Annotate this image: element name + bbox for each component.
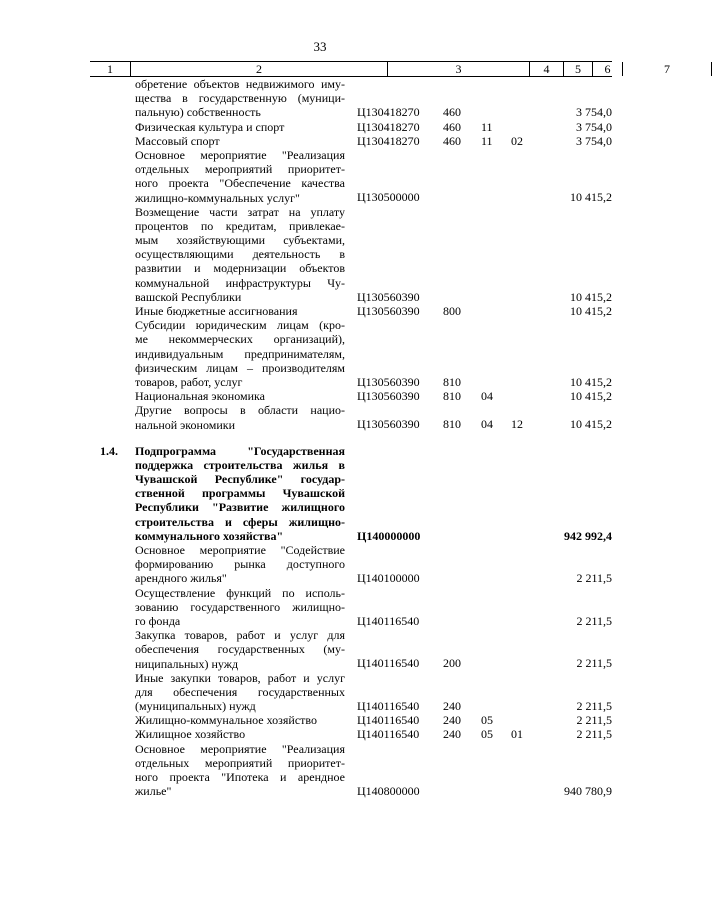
header-col-7: 7 (622, 62, 712, 76)
row-name-line: Жилищное хозяйство (135, 727, 246, 742)
row-name-line: поддержка строительства жилья в (135, 457, 345, 472)
row-code: Ц140116540 (357, 613, 420, 628)
table-row (0, 304, 640, 318)
row-name-line: ного проекта "Ипотека и арендное (135, 770, 345, 784)
row-code: Ц130418270 (357, 133, 420, 148)
row-name-line: обретение объектов недвижимого иму- (135, 77, 345, 91)
row-name (135, 742, 345, 799)
row-name-line: жилищно-коммунальных услуг" (135, 190, 300, 205)
row-name-line: Иные бюджетные ассигнования (135, 304, 298, 318)
row-sum: 2 211,5 (576, 713, 612, 728)
row-name-line: индивидуальным предпринимателям, (135, 346, 345, 361)
row-code: Ц130560390 (357, 417, 420, 432)
row-sum: 2 211,5 (576, 656, 612, 671)
row-expense-type: 240 (443, 727, 461, 742)
row-name-line: товаров, работ, услуг (135, 374, 243, 389)
row-name-line: Жилищно-коммунальное хозяйство (135, 713, 318, 728)
row-name-line: Осуществление функций по исполь- (135, 585, 345, 600)
row-name-line: процентов по кредитам, привлекае- (135, 218, 345, 233)
row-name (135, 444, 345, 543)
row-sum: 3 754,0 (576, 105, 612, 120)
row-name (135, 628, 345, 671)
page-number: 33 (313, 39, 327, 54)
row-subsection: 12 (511, 417, 523, 432)
row-name-line: мым хозяйствующими субъектами, (135, 233, 345, 248)
row-name (135, 403, 345, 431)
row-name-line: Физическая культура и спорт (135, 119, 285, 134)
row-name-line: арендного жилья" (135, 571, 227, 586)
row-name-line: коммунальной инфраструктуры Чу- (135, 275, 345, 290)
row-name-line: отдельных мероприятий приоритет- (135, 162, 345, 177)
row-name-line: нальной экономики (135, 417, 235, 432)
row-sum: 940 780,9 (564, 784, 612, 799)
row-number: 1.4. (100, 443, 118, 458)
row-name-line: пальную) собственность (135, 105, 261, 120)
row-code: Ц140800000 (357, 784, 420, 799)
row-name-line: ственной программы Чувашской (135, 486, 345, 501)
table-row (0, 148, 640, 205)
row-sum: 2 211,5 (576, 727, 612, 742)
row-code: Ц130418270 (357, 105, 420, 120)
row-name-line: для обеспечения государственных (135, 684, 345, 699)
table-row (0, 389, 640, 403)
row-code: Ц130560390 (357, 289, 420, 304)
row-name-line: Основное мероприятие "Реализация (135, 741, 345, 756)
row-sum: 10 415,2 (570, 190, 612, 205)
table-row (0, 120, 640, 134)
row-name-line: отдельных мероприятий приоритет- (135, 755, 345, 770)
row-sum: 2 211,5 (576, 613, 612, 628)
row-name-line: ме некоммерческих организаций), (135, 332, 345, 347)
header-col-4: 4 (529, 62, 563, 76)
row-expense-type: 800 (443, 303, 461, 318)
row-section: 11 (481, 119, 493, 134)
row-name-line: Другие вопросы в области нацио- (135, 403, 345, 418)
row-sum: 10 415,2 (570, 374, 612, 389)
row-name-line: Иные закупки товаров, работ и услуг (135, 670, 345, 685)
row-name-line: формированию рынка доступного (135, 557, 345, 572)
row-sum: 10 415,2 (570, 417, 612, 432)
row-code: Ц140116540 (357, 699, 420, 714)
table-row (0, 77, 640, 120)
table-row (0, 628, 640, 671)
row-name-line: вашской Республики (135, 289, 242, 304)
header-col-6: 6 (592, 62, 622, 76)
table-row (0, 543, 640, 586)
row-code: Ц130560390 (357, 374, 420, 389)
table-row (0, 586, 640, 629)
row-name (135, 713, 345, 727)
row-name (135, 148, 345, 205)
header-col-1: 1 (107, 62, 113, 76)
row-expense-type: 460 (443, 133, 461, 148)
row-name-line: жилье" (135, 784, 172, 799)
row-name-line: Национальная экономика (135, 389, 265, 404)
row-code: Ц140116540 (357, 727, 420, 742)
table-row (0, 742, 640, 799)
header-col-3: 3 (387, 62, 529, 76)
row-expense-type: 810 (443, 417, 461, 432)
row-expense-type: 460 (443, 105, 461, 120)
table-row (0, 671, 640, 714)
row-name (135, 304, 345, 318)
row-name-line: Массовый спорт (135, 133, 220, 148)
row-name-line: Основное мероприятие "Реализация (135, 147, 345, 162)
row-sum: 10 415,2 (570, 389, 612, 404)
row-name-line: коммунального хозяйства" (135, 528, 284, 543)
row-name-line: Закупка товаров, работ и услуг для (135, 628, 345, 643)
row-name (135, 77, 345, 120)
row-name (135, 205, 345, 304)
row-name-line: Возмещение части затрат на уплату (135, 204, 345, 219)
row-name (135, 727, 345, 741)
row-sum: 10 415,2 (570, 289, 612, 304)
table-row (0, 134, 640, 148)
row-section: 11 (481, 133, 493, 148)
row-sum: 3 754,0 (576, 119, 612, 134)
row-sum: 10 415,2 (570, 303, 612, 318)
row-name (135, 543, 345, 586)
row-sum: 2 211,5 (576, 571, 612, 586)
row-name (135, 671, 345, 714)
table-row (0, 205, 640, 304)
row-name (135, 389, 345, 403)
row-name-line: Республики "Развитие жилищного (135, 500, 345, 515)
table-row (0, 403, 640, 431)
row-name-line: щества в государственную (муници- (135, 91, 345, 106)
row-name-line: развитии и модернизации объектов (135, 261, 345, 276)
row-section: 04 (481, 389, 493, 404)
row-expense-type: 810 (443, 389, 461, 404)
header-col-5: 5 (563, 62, 592, 76)
row-code: Ц140116540 (357, 713, 420, 728)
row-expense-type: 200 (443, 656, 461, 671)
row-expense-type: 810 (443, 374, 461, 389)
row-code: Ц130500000 (357, 190, 420, 205)
table-row (0, 444, 640, 543)
row-code: Ц130560390 (357, 303, 420, 318)
row-section: 05 (481, 727, 493, 742)
row-name (135, 318, 345, 389)
row-name-line: (муниципальных) нужд (135, 699, 256, 714)
row-sum: 2 211,5 (576, 699, 612, 714)
table-header (90, 61, 670, 77)
table-body (0, 77, 640, 798)
row-subsection: 02 (511, 133, 523, 148)
row-name-line: физическим лицам – производителям (135, 360, 345, 375)
row-expense-type: 240 (443, 699, 461, 714)
table-row (0, 727, 640, 741)
row-code: Ц140000000 (357, 528, 421, 543)
row-name-line: Основное мероприятие "Содействие (135, 543, 345, 557)
row-name-line: обеспечения государственных (му- (135, 642, 345, 657)
row-code: Ц140116540 (357, 656, 420, 671)
row-code: Ц140100000 (357, 571, 420, 586)
row-code: Ц130418270 (357, 119, 420, 134)
row-expense-type: 240 (443, 713, 461, 728)
table-row (0, 318, 640, 389)
row-name-line: строительства и сферы жилищно- (135, 514, 345, 529)
header-col-2: 2 (130, 62, 387, 76)
table-row (0, 713, 640, 727)
row-code: Ц130560390 (357, 389, 420, 404)
row-name-line: осуществляющими деятельность в (135, 247, 345, 262)
row-expense-type: 460 (443, 119, 461, 134)
row-section: 04 (481, 417, 493, 432)
row-name (135, 120, 345, 134)
row-name (135, 586, 345, 629)
row-sum: 3 754,0 (576, 133, 612, 148)
row-name-line: ного проекта "Обеспечение качества (135, 176, 345, 191)
row-name-line: го фонда (135, 613, 181, 628)
row-spacer (0, 432, 640, 444)
row-name-line: ниципальных) нужд (135, 656, 239, 671)
row-name (135, 134, 345, 148)
row-name-line: Подпрограмма "Государственная (135, 443, 345, 458)
row-name-line: Чувашской Республике" государ- (135, 472, 345, 487)
row-name-line: Субсидии юридическим лицам (кро- (135, 318, 345, 333)
row-name-line: зованию государственного жилищно- (135, 599, 345, 614)
row-sum: 942 992,4 (564, 528, 612, 543)
row-subsection: 01 (511, 727, 523, 742)
row-section: 05 (481, 713, 493, 728)
